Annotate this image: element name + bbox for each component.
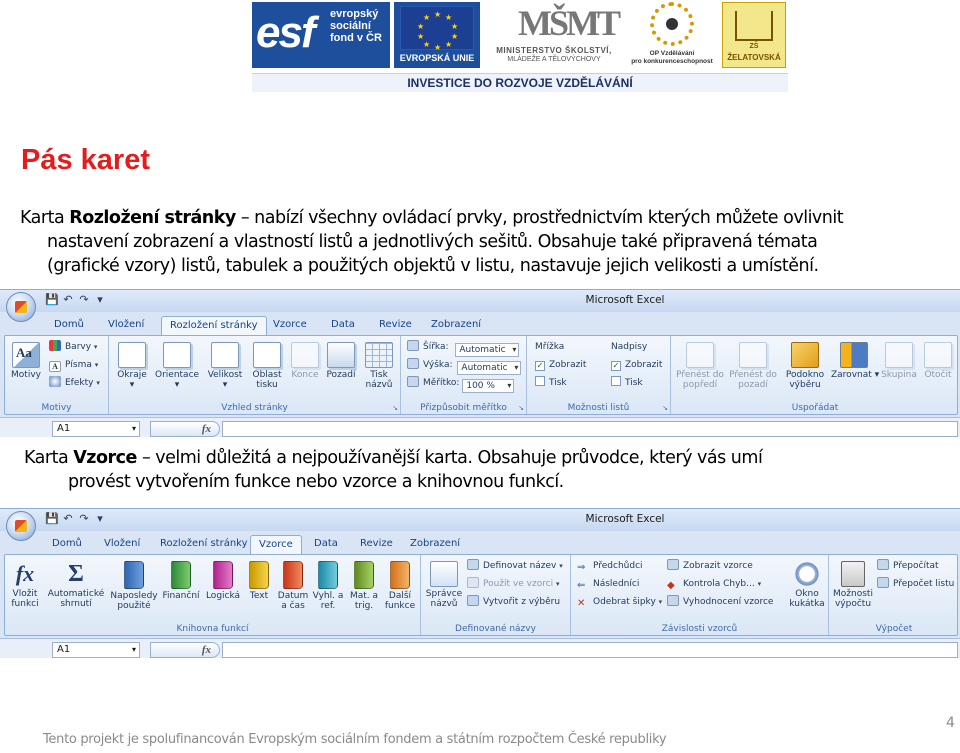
school-line-2: ŽELATOVSKÁ [727,53,781,62]
create-from-selection-icon [467,595,479,606]
financial-book-icon [171,561,191,589]
ribbon-page-layout [0,289,960,437]
formula-bar [0,638,960,658]
logical-button[interactable]: Logická [203,561,243,601]
print-area-button[interactable]: Oblast tisku [249,342,285,390]
esf-text-2: sociální [330,20,371,32]
fonts-icon: A [49,361,61,372]
check-icon: ✓ [612,361,620,370]
invest-banner-text: INVESTICE DO ROZVOJE VZDĚLÁVÁNÍ [252,73,788,92]
group-label-arrange: Uspořádat [791,403,839,413]
remove-arrows-icon: ✕ [577,598,586,609]
msmt-logo [484,2,624,68]
formula-input[interactable] [222,642,958,658]
math-book-icon [354,561,374,589]
precedents-arrow-icon: ⇒ [577,562,586,573]
trace-dependents-button[interactable]: ⇐ Následníci [577,579,640,591]
breaks-button[interactable]: Konce [289,342,321,380]
scale-icon [407,376,419,387]
sigma-icon: Σ [68,561,84,587]
group-label-formula-auditing: Závislosti vzorců [661,624,738,634]
name-manager-button[interactable]: Správce názvů [425,561,463,609]
ribbon-body [4,335,958,415]
group-label-defined-names: Definované názvy [455,624,536,634]
quick-access-toolbar [44,293,108,306]
eu-flag-icon: ★ ★ ★ ★ ★ ★ ★ ★ ★ ★ [400,6,474,50]
width-icon [407,340,419,351]
group-formula-auditing [571,555,829,635]
office-button[interactable] [6,292,36,322]
breaks-icon [291,342,319,368]
msmt-mark: MŠMT [518,3,618,43]
page-setup-launcher-icon[interactable]: ↘ [392,404,398,412]
error-checking-button[interactable]: ◆ Kontrola Chyb... ▾ [667,579,762,591]
insert-function-button[interactable]: fx Vložit funkci [11,561,39,609]
calculate-sheet-icon [877,577,889,588]
tab-review[interactable]: Revize [360,538,393,549]
msmt-line-2: MLÁDEŽE A TĚLOVÝCHOVY [507,56,601,63]
tab-data[interactable]: Data [314,538,338,549]
align-button[interactable]: Zarovnat ▾ [831,342,877,380]
school-line-1: ZŠ [749,43,759,50]
remove-arrows-button[interactable]: ✕ Odebrat šipky ▾ [577,597,663,609]
office-button[interactable] [6,511,36,541]
tab-formulas[interactable]: Vzorce [250,535,302,557]
op-logo [628,2,716,68]
more-functions-button[interactable]: Další funkce [383,561,417,611]
calculate-now-icon [877,559,889,570]
bring-front-icon [686,342,714,368]
send-back-button[interactable]: Přenést do pozadí [729,342,777,390]
group-label-scale-to-fit: Přizpůsobit měřítko [420,403,507,413]
insert-function-icon[interactable]: fx [150,642,220,658]
headings-label: Nadpisy [611,342,648,352]
group-label-page-setup: Vzhled stránky [221,403,288,413]
show-formulas-button[interactable]: Zobrazit vzorce [667,559,753,575]
print-titles-icon [365,342,393,368]
background-icon [327,342,355,368]
bring-front-button[interactable]: Přenést do popředí [675,342,725,390]
selection-pane-button[interactable]: Podokno výběru [781,342,829,390]
op-line-1: OP Vzdělávání [649,50,695,57]
gridlines-view-check[interactable]: ✓ Zobrazit [536,360,587,370]
save-icon[interactable]: 💾 [45,293,59,306]
formula-bar [0,417,960,437]
esf-logo [252,2,390,68]
print-titles-button[interactable]: Tisk názvů [363,342,395,390]
calculator-icon [841,561,865,587]
themes-button[interactable]: Aa Motivy [9,342,43,380]
tab-home[interactable]: Domů [54,319,84,330]
tab-view[interactable]: Zobrazení [410,538,461,549]
sheet-options-launcher-icon[interactable]: ↘ [662,404,668,412]
rotate-button[interactable]: Otočit [921,342,955,380]
watch-window-button[interactable]: Okno kukátka [789,561,825,609]
group-label-calculation: Výpočet [875,624,913,634]
height-row: Výška: Automatic ▾ [407,358,521,374]
p1-line-2: nastavení zobrazení a vlastností listů a jednotlivých sešitů. Obsahuje také připravená témata [47,232,818,252]
formula-input[interactable] [222,421,958,437]
redo-icon[interactable]: ↷ [79,512,89,525]
margins-icon [118,342,146,368]
esf-text-1: evropský [330,8,379,20]
group-calculation [829,555,959,635]
text-button[interactable]: Text [245,561,273,601]
window-title: Microsoft Excel [585,294,665,306]
gridlines-label: Mřížka [535,342,565,352]
use-in-formula-button[interactable]: Použít ve vzorci ▾ [467,577,560,593]
calculate-sheet-button[interactable]: Přepočet listu [877,577,954,593]
page-number: 4 [946,715,955,731]
calc-options-button[interactable]: Možnosti výpočtu [831,561,875,609]
tab-view[interactable]: Zobrazení [431,319,482,330]
more-books-icon [390,561,410,589]
group-scale-to-fit [401,336,527,414]
width-row: Šířka: Automatic ▾ [407,340,519,356]
send-back-icon [739,342,767,368]
orientation-icon [163,342,191,368]
name-box[interactable]: A1 ▾ [52,421,140,437]
evaluate-icon [667,595,679,606]
check-icon: ✓ [536,361,544,370]
error-check-icon: ◆ [667,580,675,591]
print-area-icon [253,342,281,368]
title-bar [0,290,960,312]
date-time-button[interactable]: Datum a čas [275,561,311,611]
define-name-icon [467,559,479,570]
width-combo[interactable]: Automatic ▾ [455,343,519,357]
scale-stepper[interactable]: 100 % ▾ [462,379,514,393]
title-bar [0,509,960,531]
quick-access-toolbar [44,512,108,525]
group-icon [885,342,913,368]
effects-icon [49,376,61,387]
dependents-arrow-icon: ⇐ [577,580,586,591]
esf-text-3: fond v ČR [330,32,382,44]
esf-logo-mark: esf [256,8,314,57]
show-formulas-icon [667,559,679,570]
evaluate-formula-button[interactable]: Vyhodnocení vzorce [667,595,773,611]
paragraph-page-layout [20,206,940,278]
logo-banner [252,0,788,92]
tab-page-layout[interactable]: Rozložení stránky [161,316,267,338]
insert-function-icon[interactable]: fx [150,421,220,437]
margins-button[interactable]: Okraje ▾ [115,342,149,390]
footer-text: Tento projekt je spolufinancován Evropským sociálním fondem a státním rozpočtem České republiky [43,732,667,747]
group-label-sheet-options: Možnosti listů [567,403,630,413]
group-function-library [5,555,421,635]
height-combo[interactable]: Automatic ▾ [457,361,521,375]
financial-button[interactable]: Finanční [161,561,201,601]
height-icon [407,358,419,369]
scale-launcher-icon[interactable]: ↘ [518,404,524,412]
star-book-icon [124,561,144,589]
op-line-2: pro konkurenceschopnost [631,58,713,65]
p1-line-1: Karta Rozložení stránky – nabízí všechny ovládací prvky, prostřednictvím kterých můžete ovlivnit [20,208,844,228]
use-in-formula-icon [467,577,479,588]
define-name-button[interactable]: Definovat název ▾ [467,559,563,575]
redo-icon[interactable]: ↷ [79,293,89,306]
customize-qat-icon[interactable]: ▾ [97,293,103,306]
autosum-button[interactable]: Σ Automatické shrnutí [47,561,105,609]
slide-title: Pás karet [21,144,150,176]
date-book-icon [283,561,303,589]
op-dot-icon [666,18,678,30]
lookup-book-icon [318,561,338,589]
group-page-setup [109,336,401,414]
tab-review[interactable]: Revize [379,319,412,330]
headings-view-check[interactable]: ✓ Zobrazit [612,360,663,370]
fonts-button[interactable]: A Písma ▾ [49,358,98,374]
text-book-icon [249,561,269,589]
selection-pane-icon [791,342,819,368]
house-icon [735,11,773,41]
tab-home[interactable]: Domů [52,538,82,549]
themes-icon: Aa [12,342,40,368]
gridlines-print-check[interactable]: Tisk [535,376,567,392]
colors-button[interactable]: Barvy ▾ [49,340,97,356]
msmt-line-1: MINISTERSTVO ŠKOLSTVÍ, [496,46,612,55]
logical-book-icon [213,561,233,589]
create-from-selection-button[interactable]: Vytvořit z výběru [467,595,560,611]
size-button[interactable]: Velikost ▾ [205,342,245,390]
undo-icon[interactable]: ↶ [63,293,73,306]
rotate-icon [924,342,952,368]
customize-qat-icon[interactable]: ▾ [97,512,103,525]
align-icon [840,342,868,368]
headings-print-check[interactable]: Tisk [611,376,643,392]
recent-functions-button[interactable]: Naposledy použité [109,561,159,611]
math-trig-button[interactable]: Mat. a trig. [347,561,381,611]
group-button[interactable]: Skupina [879,342,919,380]
p2-bold: Vzorce [73,448,137,468]
p2-line-2: provést vytvořením funkce nebo vzorce a knihovnou funkcí. [68,472,564,492]
group-themes [5,336,109,414]
paragraph-formulas [24,446,944,494]
trace-precedents-button[interactable]: ⇒ Předchůdci [577,561,643,573]
colors-icon [49,340,61,351]
background-button[interactable]: Pozadí [323,342,359,380]
orientation-button[interactable]: Orientace ▾ [155,342,199,390]
name-manager-icon [430,561,458,587]
group-defined-names [421,555,571,635]
esf-logo-text [330,8,382,44]
tab-insert[interactable]: Vložení [104,538,141,549]
group-sheet-options [527,336,671,414]
ribbon-formulas [0,508,960,658]
scale-row: Měřítko: 100 % ▾ [407,376,514,392]
p1-line-3: (grafické vzory) listů, tabulek a použitých objektů v listu, nastavuje jejich velikosti a umístění. [47,256,819,276]
p1-bold: Rozložení stránky [69,208,236,228]
tab-insert[interactable]: Vložení [108,319,145,330]
effects-button[interactable]: Efekty ▾ [49,376,100,392]
size-icon [211,342,239,368]
fx-icon: fx [15,561,35,586]
tab-data[interactable]: Data [331,319,355,330]
calculate-now-button[interactable]: Přepočítat [877,559,939,575]
p2-line-1: Karta Vzorce – velmi důležitá a nejpoužívanější karta. Obsahuje průvodce, který vás umí [24,448,763,468]
lookup-button[interactable]: Vyhl. a ref. [311,561,345,611]
group-arrange [671,336,959,414]
eu-label: EVROPSKÁ UNIE [399,53,475,63]
tab-page-layout[interactable]: Rozložení stránky [160,538,248,549]
ribbon-body [4,554,958,636]
tab-formulas[interactable]: Vzorce [273,319,307,330]
group-label-themes: Motivy [41,403,72,413]
undo-icon[interactable]: ↶ [63,512,73,525]
name-box[interactable]: A1 ▾ [52,642,140,658]
group-label-function-library: Knihovna funkcí [176,624,249,634]
eu-logo [394,2,480,68]
glasses-icon [793,561,821,587]
save-icon[interactable]: 💾 [45,512,59,525]
window-title: Microsoft Excel [585,513,665,525]
school-logo [722,2,786,68]
